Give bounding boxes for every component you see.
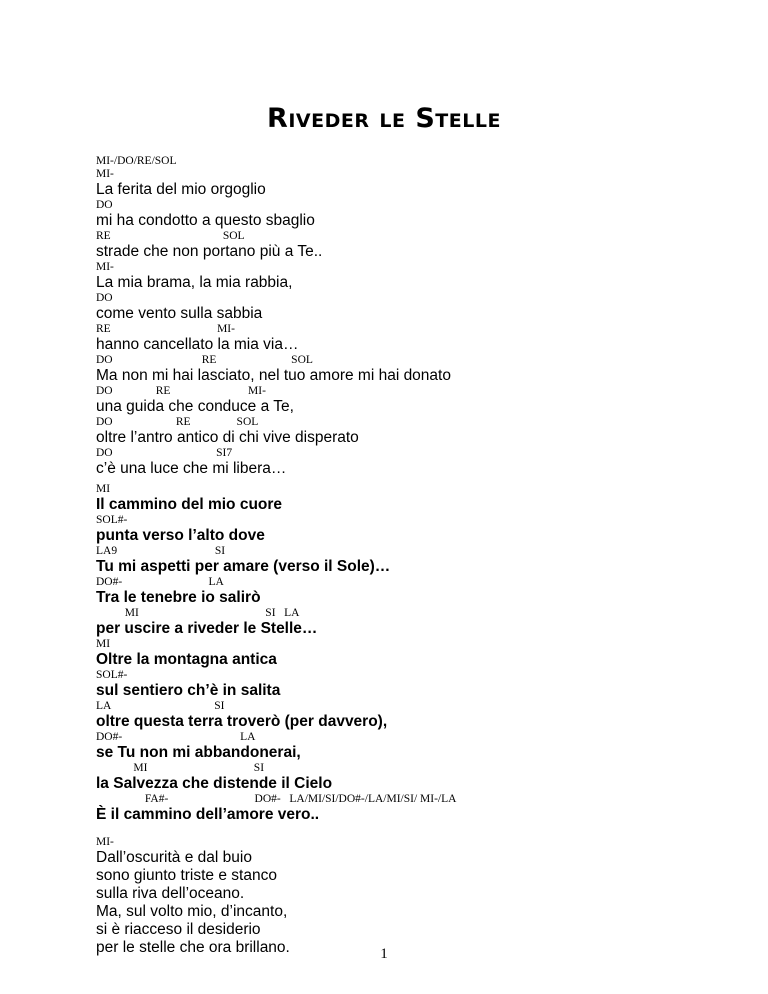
chord-line: DO: [96, 292, 113, 304]
lyric-line: La ferita del mio orgoglio: [96, 181, 266, 198]
chord-line: LA9 SI: [96, 545, 226, 557]
chord-line: DO RE MI-: [96, 385, 266, 397]
lyric-line: oltre questa terra troverò (per davvero),: [96, 713, 388, 730]
chord-line: FA#- DO#- LA/MI/SI/DO#-/LA/MI/SI/ MI-/LA: [96, 793, 457, 805]
lyric-line: Il cammino del mio cuore: [96, 496, 283, 513]
chord-line: MI-: [96, 261, 114, 273]
lyric-line: sul sentiero ch’è in salita: [96, 682, 281, 699]
lyric-line: hanno cancellato la mia via…: [96, 336, 299, 353]
chord-line: RE SOL: [96, 230, 245, 242]
page-number: 1: [380, 946, 388, 962]
chorus: [96, 483, 736, 824]
chord-line: MI: [96, 483, 111, 495]
lyric-line: se Tu non mi abbandonerai,: [96, 744, 301, 761]
lyric-line: come vento sulla sabbia: [96, 305, 263, 322]
chord-line: DO: [96, 199, 113, 211]
lyric-line: Tra le tenebre io salirò: [96, 589, 261, 606]
lyric-line: punta verso l’alto dove: [96, 527, 265, 544]
lyric-line: Tu mi aspetti per amare (verso il Sole)…: [96, 558, 391, 575]
chord-line: MI SI: [96, 762, 265, 774]
lyric-line: strade che non portano più a Te..: [96, 243, 323, 260]
lyric-line: una guida che conduce a Te,: [96, 398, 294, 415]
chord-line: MI-: [96, 836, 114, 848]
chord-line: DO#- LA: [96, 576, 224, 588]
lyric-line: mi ha condotto a questo sbaglio: [96, 212, 315, 229]
lyric-line: sono giunto triste e stanco: [96, 867, 277, 884]
lyric-line: Ma non mi hai lasciato, nel tuo amore mi hai donato: [96, 367, 451, 384]
song-title: Riveder le Stelle: [267, 103, 501, 134]
lyric-line: oltre l’antro antico di chi vive disperato: [96, 429, 359, 446]
lyric-line: Dall’oscurità e dal buio: [96, 849, 252, 866]
song-body: [96, 155, 736, 957]
lyric-line: La mia brama, la mia rabbia,: [96, 274, 293, 291]
lyric-line: per le stelle che ora brillano.: [96, 939, 290, 956]
lyric-line: sulla riva dell’oceano.: [96, 885, 245, 902]
chord-line: MI: [96, 638, 111, 650]
lyric-line: È il cammino dell’amore vero..: [96, 806, 320, 823]
lyric-line: per uscire a riveder le Stelle…: [96, 620, 318, 637]
intro-chords-2: MI-: [96, 168, 114, 180]
chord-line: DO#- LA: [96, 731, 256, 743]
lyric-line: Oltre la montagna antica: [96, 651, 277, 668]
lyric-line: la Salvezza che distende il Cielo: [96, 775, 333, 792]
verse-1: [96, 181, 736, 478]
lyric-line: Ma, sul volto mio, d’incanto,: [96, 903, 288, 920]
chord-line: DO RE SOL: [96, 354, 313, 366]
chord-line: SOL#-: [96, 514, 128, 526]
chord-line: DO RE SOL: [96, 416, 259, 428]
chord-line: RE MI-: [96, 323, 235, 335]
lyric-line: si è riacceso il desiderio: [96, 921, 261, 938]
lyric-line: c’è una luce che mi libera…: [96, 460, 287, 477]
intro-chords: MI-/DO/RE/SOL: [96, 155, 177, 167]
chord-line: DO SI7: [96, 447, 233, 459]
verse-2: [96, 836, 736, 957]
chord-line: LA SI: [96, 700, 225, 712]
chord-line: SOL#-: [96, 669, 128, 681]
chord-line: MI SI LA: [96, 607, 300, 619]
